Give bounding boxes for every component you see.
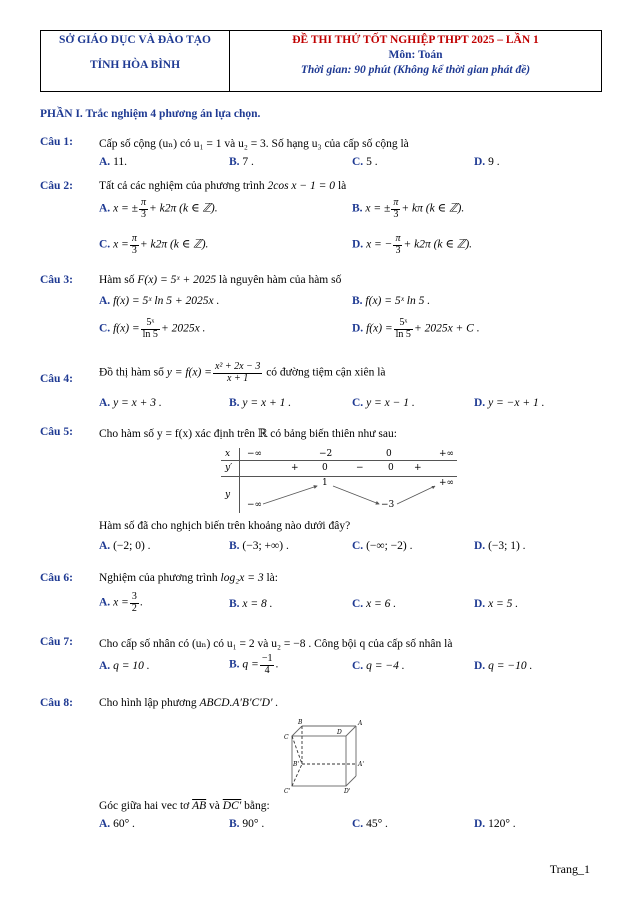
cube-edge (292, 726, 302, 736)
cube-figure (274, 718, 370, 794)
q1-option-a[interactable]: A. 11. (99, 156, 128, 168)
cube-label-b: B (298, 719, 303, 726)
table-sign: 0 (322, 463, 328, 473)
table-y-value: −3 (381, 500, 395, 510)
table-y-value: −∞ (247, 500, 263, 510)
table-sign: − (356, 463, 364, 473)
q8-option-a[interactable]: A. 60° . (99, 818, 135, 830)
q5-option-a[interactable]: A. (−2; 0) . (99, 540, 151, 552)
q1-number: Câu 1: (40, 136, 73, 148)
q3-option-b[interactable]: B. f(x) = 5ˣ ln 5 . (352, 295, 431, 307)
province-name: TỈNH HÒA BÌNH (89, 59, 181, 71)
table-y-value: 1 (322, 478, 328, 488)
exam-header (40, 30, 602, 92)
cube-label-cp: C' (284, 788, 291, 794)
q2-option-b[interactable]: B. x = ± $\frac{\pi}{3}$ + kπ (k ∈ ℤ). (352, 197, 465, 220)
q2-option-a[interactable]: A. x = ± $\frac{\pi}{3}$ + k2π (k ∈ ℤ). (99, 197, 218, 220)
table-x-label: x (225, 449, 231, 459)
cube-edge (346, 726, 356, 736)
table-x-value: −2 (319, 449, 333, 459)
q6-option-a[interactable]: A. x = $\frac{3}{2}$ . (99, 591, 143, 614)
q3-option-a[interactable]: A. f(x) = 5ˣ ln 5 + 2025x . (99, 295, 220, 307)
duration: Thời gian: 90 phút (Không kể thời gian phát đề) (300, 64, 531, 76)
q2-stem: Tất cả các nghiệm của phương trình 2cos x − 1 = 0 là (99, 180, 347, 192)
q3-option-c[interactable]: C. f(x) = $\frac{\text{5ˣ}}{\ln 5}$ + 2025x . (99, 317, 206, 340)
q2-option-d[interactable]: D. x = − $\frac{\pi}{3}$ + k2π (k ∈ ℤ). (352, 233, 473, 256)
q8-option-b[interactable]: B. 90° . (229, 818, 265, 830)
cube-front-face (292, 736, 346, 786)
variation-table (221, 448, 457, 513)
q4-option-b[interactable]: B. y = x + 1 . (229, 397, 292, 409)
cube-label-ap: A' (358, 761, 364, 768)
table-x-value: −∞ (247, 449, 263, 459)
table-sign: + (291, 463, 299, 473)
q2-option-c[interactable]: C. x = $\frac{\pi}{3}$ + k2π (k ∈ ℤ). (99, 233, 209, 256)
cube-label-a: A (358, 720, 363, 727)
q5-stem: Cho hàm số y = f(x) xác định trên ℝ có bảng biến thiên như sau: (99, 428, 397, 440)
cube-label-d: D (337, 729, 342, 736)
cube-label-dp: D' (344, 788, 351, 794)
department-name: SỞ GIÁO DỤC VÀ ĐÀO TẠO (59, 34, 211, 46)
q6-option-c[interactable]: C. x = 6 . (352, 598, 397, 610)
arrow-down (333, 486, 379, 504)
cube-edge (346, 776, 356, 786)
q3-option-d[interactable]: D. f(x) = $\frac{\text{5ˣ}}{\ln 5}$ + 2025x + C . (352, 317, 480, 340)
q7-option-c[interactable]: C. q = −4 . (352, 660, 405, 672)
q3-stem: Hàm số F(x) = 5ˣ + 2025 là nguyên hàm của hàm số (99, 274, 342, 286)
q4-option-a[interactable]: A. y = x + 3 . (99, 397, 162, 409)
q4-option-c[interactable]: C. y = x − 1 . (352, 397, 415, 409)
table-sign: + (414, 463, 422, 473)
q6-option-b[interactable]: B. x = 8 . (229, 598, 273, 610)
q4-option-d[interactable]: D. y = −x + 1 . (474, 397, 545, 409)
q8-option-c[interactable]: C. 45° . (352, 818, 388, 830)
subject: Môn: Toán (388, 49, 443, 61)
q5-option-c[interactable]: C. (−∞; −2) . (352, 540, 413, 552)
table-y-value: +∞ (439, 478, 455, 488)
q8-stem: Cho hình lập phương ABCD.A′B′C′D′ . (99, 697, 279, 709)
q4-stem: Đồ thị hàm số y = f(x) = $\frac{\text{x² + 2x − 3}}{x + 1}$ có đường tiệm cận xiên là (99, 361, 386, 384)
q8-question: Góc giữa hai vec tơ $\overline{AB}$ và DC′ bằng: (99, 800, 270, 812)
q8-number: Câu 8: (40, 697, 73, 709)
q5-option-d[interactable]: D. (−3; 1) . (474, 540, 526, 552)
cube-hidden-edge (292, 736, 302, 764)
q7-number: Câu 7: (40, 636, 73, 648)
table-yp-label: y′ (225, 463, 233, 473)
q7-stem: Cho cấp số nhân có (uₙ) có u₁ = 2 và u₂ = −8 . Công bội q của cấp số nhân là (99, 638, 453, 650)
q5-question: Hàm số đã cho nghịch biến trên khoảng nào dưới đây? (99, 520, 351, 532)
q6-stem: Nghiệm của phương trình log₂x = 3 là: (99, 572, 278, 584)
cube-label-bp: B' (293, 761, 300, 768)
table-arrows (221, 448, 457, 513)
vector-ab: $\overline{AB}$ (192, 800, 207, 812)
section-title: PHẦN I. Trắc nghiệm 4 phương án lựa chọn. (40, 108, 261, 120)
arrow-up (397, 486, 435, 504)
arrow-up (263, 486, 317, 504)
q6-number: Câu 6: (40, 572, 73, 584)
q8-option-d[interactable]: D. 120° . (474, 818, 516, 830)
q7-option-b[interactable]: B. q = $\frac{-1}{4}$ . (229, 653, 279, 676)
cube-label-c: C (284, 734, 289, 741)
q1-stem: Cấp số cộng (uₙ) có u₁ = 1 và u₂ = 3. Số hạng u₃ của cấp số cộng là (99, 138, 409, 150)
q3-number: Câu 3: (40, 274, 73, 286)
page-number: Trang_1 (549, 862, 590, 876)
table-sign: 0 (388, 463, 394, 473)
q6-option-d[interactable]: D. x = 5 . (474, 598, 519, 610)
table-y-label: y (225, 490, 231, 500)
q1-option-d[interactable]: D. 9 . (474, 156, 500, 168)
q2-number: Câu 2: (40, 180, 73, 192)
q4-number: Câu 4: (40, 373, 73, 385)
q7-option-a[interactable]: A. q = 10 . (99, 660, 150, 672)
vector-dcp: DC′ (222, 800, 242, 812)
q1-option-c[interactable]: C. 5 . (352, 156, 378, 168)
q1-option-b[interactable]: B. 7 . (229, 156, 254, 168)
exam-title: ĐỀ THI THỬ TỐT NGHIỆP THPT 2025 – LẦN 1 (292, 34, 539, 46)
q5-option-b[interactable]: B. (−3; +∞) . (229, 540, 289, 552)
q5-number: Câu 5: (40, 426, 73, 438)
q7-option-d[interactable]: D. q = −10 . (474, 660, 533, 672)
table-x-value: 0 (386, 449, 392, 459)
table-x-value: +∞ (439, 449, 455, 459)
